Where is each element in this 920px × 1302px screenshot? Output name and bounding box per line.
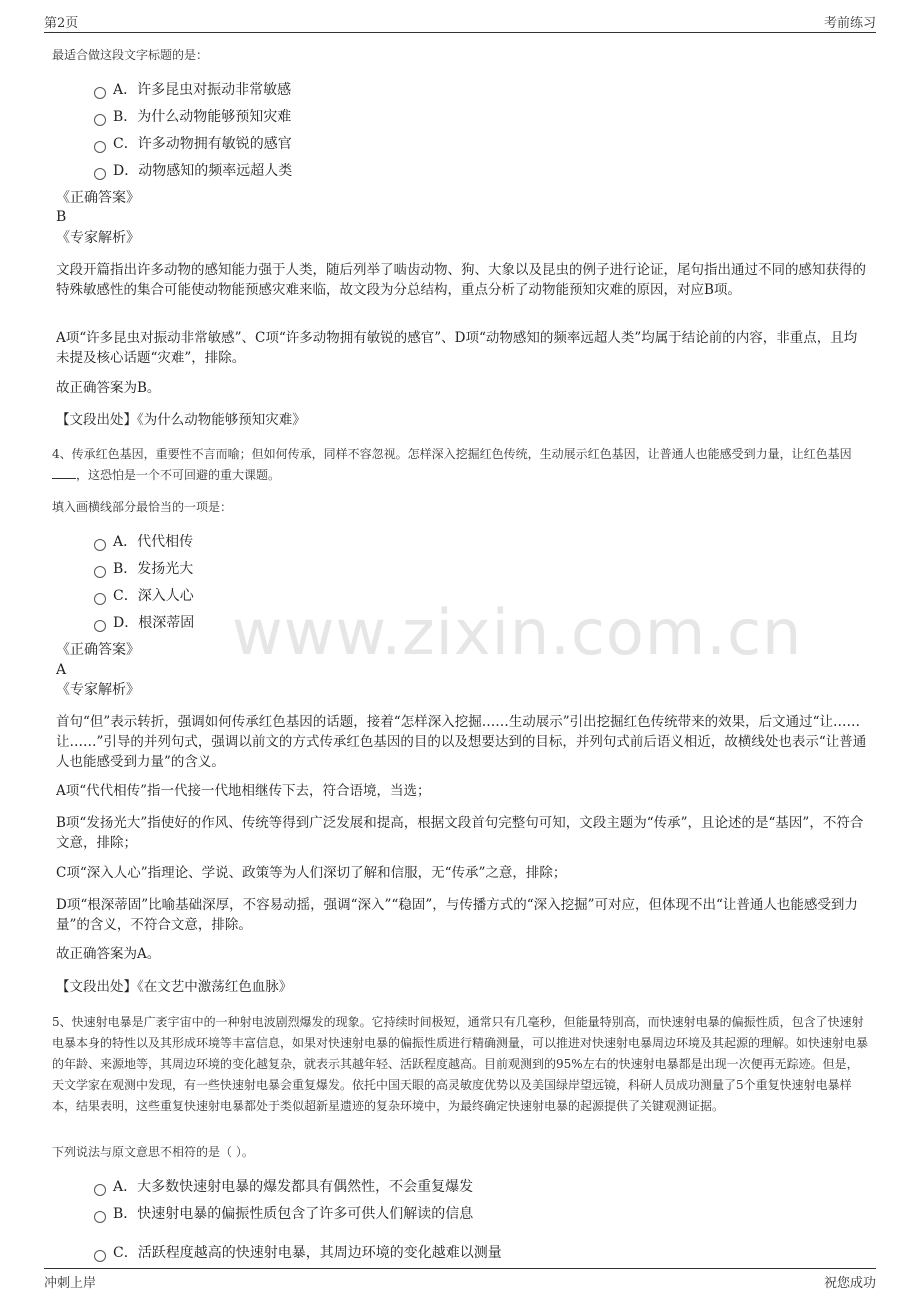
footer-left: 冲刺上岸 — [44, 1276, 97, 1291]
radio-icon[interactable] — [94, 141, 106, 153]
q5-passage: 5、快速射电暴是广袤宇宙中的一种射电波剧烈爆发的现象。它持续时间极短，通常只有几毫秒，但能量特别高，而快速射电暴的偏振性质，包含了快速射电暴本身的特性以及其形成环境等丰富信息，如果对快速射电暴的偏振性质进行精确测量，可以推进对快速射电暴周边环境及其起源的理解。如快速射电暴的年龄、来源地等，其周边环境的变化越复杂，就表示其越年轻、活跃程度越高。目前观测到的95%左右的快速射电暴都是出现一次便再无踪迹。但是，天文学家在观测中发现，有一些快速射电暴会重复爆发。依托中国天眼的高灵敏度优势以及美国绿岸望远镜，科研人员成功测量了5个重复快速射电暴样本，结果表明，这些重复快速射电暴都处于类似超新星遗迹的复杂环境中，为最终确定快速射电暴的起源提供了关键观测证据。 — [52, 1015, 869, 1113]
q4-answer-label: 《正确答案》 — [56, 642, 140, 658]
q3-option-a[interactable]: A．许多昆虫对振动非常敏感 — [94, 80, 291, 100]
fill-blank — [52, 466, 76, 479]
q4-passage: 4、传承红色基因，重要性不言而喻；但如何传承，同样不容忽视。怎样深入挖掘红色传统，生动展示红色基因，让普通人也能感受到力量，让红色基因，这恐怕是一个不可回避的重大课题。 — [52, 447, 852, 482]
radio-icon[interactable] — [94, 620, 106, 632]
q3-option-b[interactable]: B．为什么动物能够预知灾难 — [94, 107, 291, 127]
q5-option-c[interactable]: C．活跃程度越高的快速射电暴，其周边环境的变化越难以测量 — [94, 1243, 502, 1263]
footer-divider — [44, 1268, 876, 1269]
q3-analysis-2: A项“许多昆虫对振动非常敏感”、C项“许多动物拥有敏锐的感官”、D项“动物感知的频率远超人类”均属于结论前的内容，非重点，且均未提及核心话题“灾难”，排除。 — [56, 330, 858, 366]
q3-analysis-label: 《专家解析》 — [56, 230, 140, 246]
q4-analysis-4: C项“深入人心”指理论、学说、政策等为人们深切了解和信服，无“传承”之意，排除； — [56, 865, 567, 881]
q4-analysis-3: B项“发扬光大”指使好的作风、传统等得到广泛发展和提高，根据文段首句完整句可知，文段主题为“传承”，且论述的是“基因”，不符合文意，排除； — [56, 815, 864, 851]
q4-option-b[interactable]: B．发扬光大 — [94, 559, 193, 579]
q3-analysis-1: 文段开篇指出许多动物的感知能力强于人类，随后列举了啮齿动物、狗、大象以及昆虫的例子进行论证，尾句指出通过不同的感知获得的特殊敏感性的集合可能使动物能预感灾难来临，故文段为分总结构，重点分析了动物能预知灾难的原因，对应B项。 — [56, 262, 866, 298]
q4-prompt: 填入画横线部分最恰当的一项是： — [52, 500, 233, 514]
q3-option-d[interactable]: D．动物感知的频率远超人类 — [94, 161, 292, 181]
q4-analysis-2: A项“代代相传”指一代接一代地相继传下去，符合语境，当选； — [56, 783, 431, 799]
q3-analysis-3: 故正确答案为B。 — [56, 380, 161, 396]
watermark: www.zixin.com.cn — [232, 596, 803, 669]
q4-analysis-5: D项“根深蒂固”比喻基础深厚，不容易动摇，强调“深入”“稳固”，与传播方式的“深入挖掘”可对应，但体现不出“让普通人也能感受到力量”的含义，不符合文意，排除。 — [56, 897, 858, 933]
q5-option-a[interactable]: A．大多数快速射电暴的爆发都具有偶然性，不会重复爆发 — [94, 1177, 473, 1197]
radio-icon[interactable] — [94, 593, 106, 605]
header-divider — [44, 32, 876, 33]
footer-right: 祝您成功 — [823, 1276, 876, 1291]
q5-option-b[interactable]: B．快速射电暴的偏振性质包含了许多可供人们解读的信息 — [94, 1204, 473, 1224]
q5-prompt: 下列说法与原文意思不相符的是（ ）。 — [52, 1145, 254, 1159]
q3-answer: B — [56, 209, 67, 225]
page-number: 第2页 — [44, 16, 79, 31]
radio-icon[interactable] — [94, 1184, 106, 1196]
q4-source: 【文段出处】《在文艺中激荡红色血脉》 — [56, 979, 293, 995]
q4-option-d[interactable]: D．根深蒂固 — [94, 613, 194, 633]
q3-answer-label: 《正确答案》 — [56, 190, 140, 206]
q4-option-a[interactable]: A．代代相传 — [94, 532, 193, 552]
q3-option-c[interactable]: C．许多动物拥有敏锐的感官 — [94, 134, 292, 154]
radio-icon[interactable] — [94, 87, 106, 99]
q4-analysis-label: 《专家解析》 — [56, 682, 140, 698]
header-title: 考前练习 — [823, 16, 876, 31]
radio-icon[interactable] — [94, 1250, 106, 1262]
radio-icon[interactable] — [94, 539, 106, 551]
q4-analysis-1: 首句“但”表示转折，强调如何传承红色基因的话题，接着“怎样深入挖掘……生动展示”引出挖掘红色传统带来的效果，后文通过“让……让……”引导的并列句式，强调以前文的方式传承红色基因的目的以及想要达到的目标，并列句式前后语义相近，故横线处也表示“让普通人也能感受到力量”的含义。 — [56, 714, 867, 770]
radio-icon[interactable] — [94, 114, 106, 126]
q4-answer: A — [56, 662, 67, 678]
q4-analysis-6: 故正确答案为A。 — [56, 946, 161, 962]
radio-icon[interactable] — [94, 1211, 106, 1223]
q4-option-c[interactable]: C．深入人心 — [94, 586, 194, 606]
radio-icon[interactable] — [94, 566, 106, 578]
radio-icon[interactable] — [94, 168, 106, 180]
q3-prompt: 最适合做这段文字标题的是： — [52, 48, 209, 62]
q3-source: 【文段出处】《为什么动物能够预知灾难》 — [56, 412, 306, 428]
